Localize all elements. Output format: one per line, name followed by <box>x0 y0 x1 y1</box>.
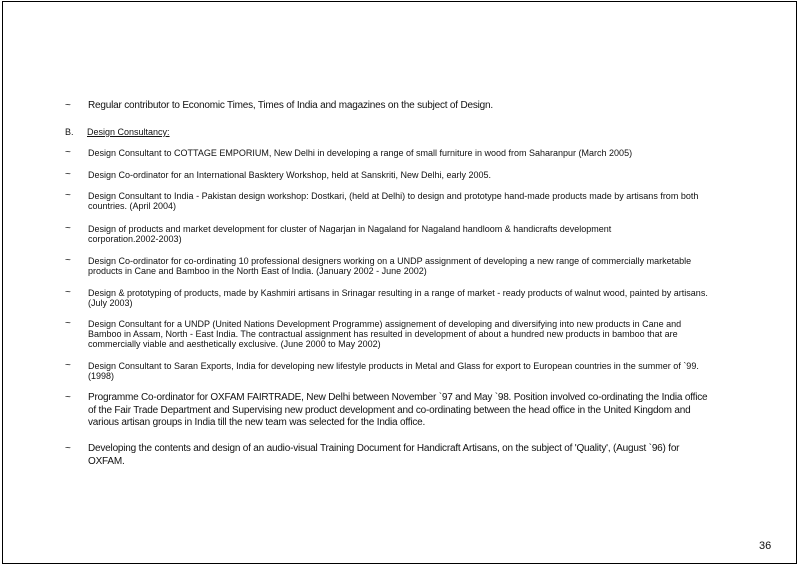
document-page <box>2 1 797 564</box>
bullet: ~ <box>65 255 71 266</box>
bullet: ~ <box>65 190 71 201</box>
list-item-text: Programme Co-ordinator for OXFAM FAIRTRADE, New Delhi between November `97 and May `98. Position involved co-ordinating the India office of the Fair Trade Department and Supervising new product development and co-ordinating between the head office in the United Kingdom and various artisan groups in India till the new team was selected for the India office. <box>88 392 708 428</box>
bullet: ~ <box>65 147 71 158</box>
bullet: ~ <box>65 100 71 111</box>
bullet: ~ <box>65 169 71 180</box>
list-item-text: Design Consultant to COTTAGE EMPORIUM, New Delhi in developing a range of small furniture in wood from Saharanpur (March 2005) <box>88 148 633 158</box>
page-number: 36 <box>759 540 772 552</box>
section-letter: B. <box>65 127 74 137</box>
bullet: ~ <box>65 223 71 234</box>
bullet: ~ <box>65 318 71 329</box>
bullet: ~ <box>65 392 71 403</box>
list-item-text: Design Consultant to India - Pakistan design workshop: Dostkari, (held at Delhi) to design and prototype hand-made products made by artisans from both countries. (April 2004) <box>88 191 699 211</box>
list-item-text: Regular contributor to Economic Times, Times of India and magazines on the subject of Design. <box>88 100 493 111</box>
list-item-text: Design Co-ordinator for an International Basktery Workshop, held at Sanskriti, New Delhi, early 2005. <box>88 170 492 180</box>
list-item-text: Design Consultant for a UNDP (United Nations Development Programme) assignement of developing and diversifying into new products in Cane and Bamboo in Assam, North - East India. The contractual assignment has resulted in development of about a hundred new products in bamboo that are commercially viable and aesthetically exclusive. (June 2000 to May 2002) <box>88 319 682 349</box>
list-item-text: Design & prototyping of products, made by Kashmiri artisans in Srinagar resulting in a range of market - ready products of walnut wood, painted by artisans. (July 2003) <box>88 288 708 308</box>
section-heading: Design Consultancy: <box>87 127 170 137</box>
bullet: ~ <box>65 360 71 371</box>
list-item-text: Design Co-ordinator for co-ordinating 10 professional designers working on a UNDP assignment of developing a new range of commercially marketable products in Cane and Bamboo in the North East of India. (January 2002 - June 2002) <box>88 256 692 276</box>
list-item-text: Design of products and market development for cluster of Nagarjan in Nagaland for Nagaland handloom & handicrafts development corporation.2002-2003) <box>88 224 612 244</box>
list-item-text: Design Consultant to Saran Exports, India for developing new lifestyle products in Metal and Glass for export to European countries in the summer of `99.(1998) <box>88 361 699 381</box>
bullet: ~ <box>65 287 71 298</box>
bullet: ~ <box>65 443 71 454</box>
list-item-text: Developing the contents and design of an audio-visual Training Document for Handicraft Artisans, on the subject of 'Quality', (August `96) for OXFAM. <box>88 443 680 467</box>
